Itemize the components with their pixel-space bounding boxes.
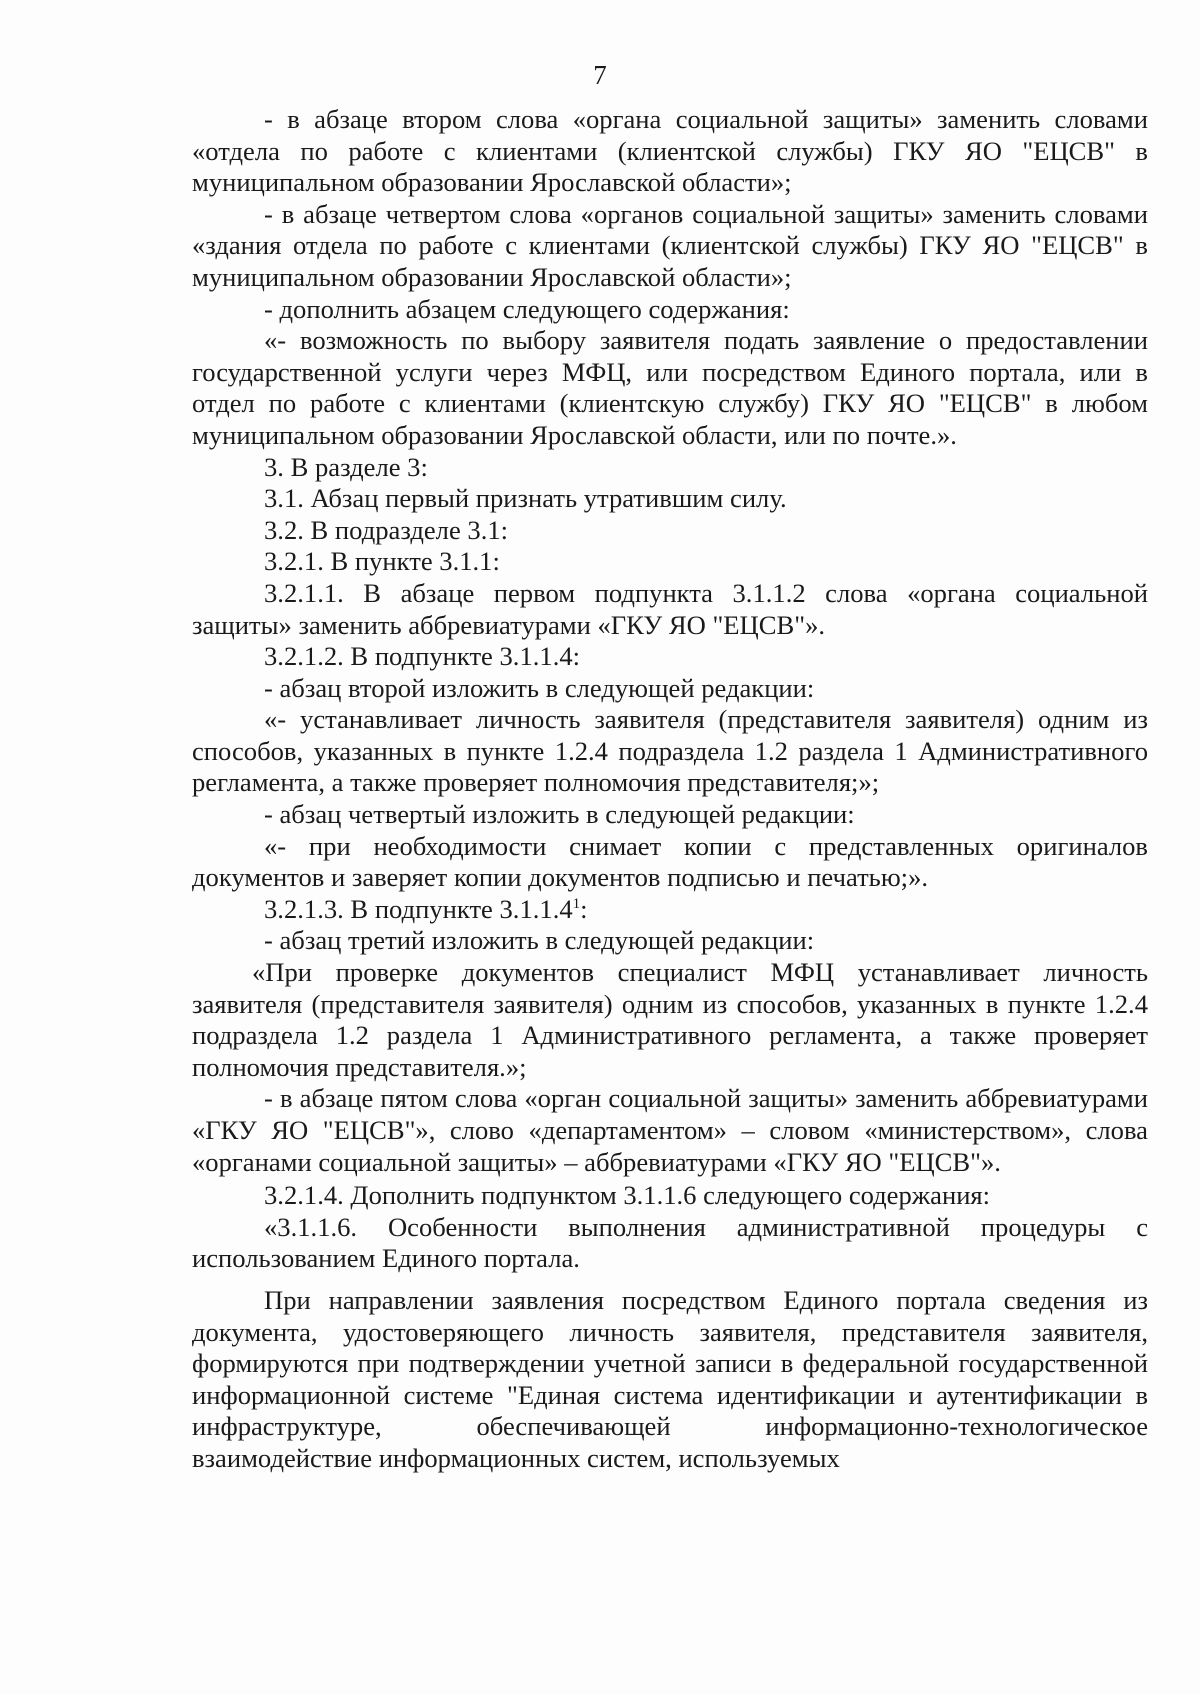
page-number: 7 [593,60,607,90]
paragraph-unified-portal: При направлении заявления посредством Единого портала сведения из документа, удостоверяющего личность заявителя, представителя заявителя, формируются при подтверждении учетной записи в федеральной государственной информационной системе "Единая система идентификации и аутентификации в инфраструктуре, обеспечивающей информационно-технологическое взаимодействие информационных систем, используемых [192,1284,1148,1473]
paragraph-3-2-1-3 [192,894,1148,926]
paragraph-amend-second-abzac: - в абзаце втором слова «органа социальной защиты» заменить словами «отдела по работе с клиентами (клиентской службы) ГКУ ЯО "ЕЦСВ" в муниципальном образовании Ярославской области»; [192,104,1148,198]
paragraph-3-2-1-3-text: 3.2.1.3. В подпункте 3.1.1.4 [264,893,573,924]
document-body [192,104,1148,1475]
paragraph-3-2-1-3-tail: : [580,893,588,924]
paragraph-amend-fourth-abzac: - в абзаце четвертом слова «органов социальной защиты» заменить словами «здания отдела по работе с клиентами (клиентской службы) ГКУ ЯО "ЕЦСВ" в муниципальном образовании Ярославской области»; [192,198,1148,292]
paragraph-copies: «- при необходимости снимает копии с представленных оригиналов документов и заверяет копии документов подписью и печатью;». [192,830,1148,893]
paragraph-abzac-third: - абзац третий изложить в следующей редакции: [264,925,815,956]
superscript-index: 1 [572,895,581,912]
paragraph-mfc-check: «При проверке документов специалист МФЦ устанавливает личность заявителя (представителя заявителя) одним из способов, указанных в пункте 1.2.4 подраздела 1.2 раздела 1 Административного регламента, а также проверяет полномочия представителя.»; [192,957,1148,1082]
paragraph-3-1: 3.1. Абзац первый признать утратившим силу. [264,483,787,514]
paragraph-new-abzac-text: «- возможность по выбору заявителя подать заявление о предоставлении государственной услуги через МФЦ, или посредством Единого портала, или в отдел по работе с клиентами (клиентскую службу) ГКУ ЯО "ЕЦСВ" в любом муниципальном образовании Ярославской области, или по почте.». [192,325,1148,450]
paragraph-3-2-1-1: 3.2.1.1. В абзаце первом подпункта 3.1.1.2 слова «органа социальной защиты» заменить аббревиатурами «ГКУ ЯО "ЕЦСВ"». [192,577,1148,640]
paragraph-abzac-second: - абзац второй изложить в следующей редакции: [264,672,815,703]
paragraph-3-2-1: 3.2.1. В пункте 3.1.1: [264,546,500,577]
paragraph-3-1-1-6: «3.1.1.6. Особенности выполнения административной процедуры с использованием Единого портала. [192,1211,1148,1274]
paragraph-3-2-1-4: 3.2.1.4. Дополнить подпунктом 3.1.1.6 следующего содержания: [264,1180,991,1211]
paragraph-abzac-fifth: - в абзаце пятом слова «орган социальной защиты» заменить аббревиатурами «ГКУ ЯО "ЕЦСВ"», слово «департаментом» – словом «министерством», слова «органами социальной защиты» – аббревиатурами «ГКУ ЯО "ЕЦСВ"». [192,1083,1148,1177]
paragraph-identity-check: «- устанавливает личность заявителя (представителя заявителя) одним из способов, указанных в пункте 1.2.4 подраздела 1.2 раздела 1 Административного регламента, а также проверяет полномочия представителя;»; [192,704,1148,798]
paragraph-3-2: 3.2. В подразделе 3.1: [264,514,509,545]
paragraph-3-2-1-2: 3.2.1.2. В подпункте 3.1.1.4: [264,641,581,672]
paragraph-section-3: 3. В разделе 3: [264,451,428,482]
paragraph-abzac-fourth: - абзац четвертый изложить в следующей редакции: [264,799,855,830]
paragraph-add-abzac: - дополнить абзацем следующего содержания: [264,293,790,324]
